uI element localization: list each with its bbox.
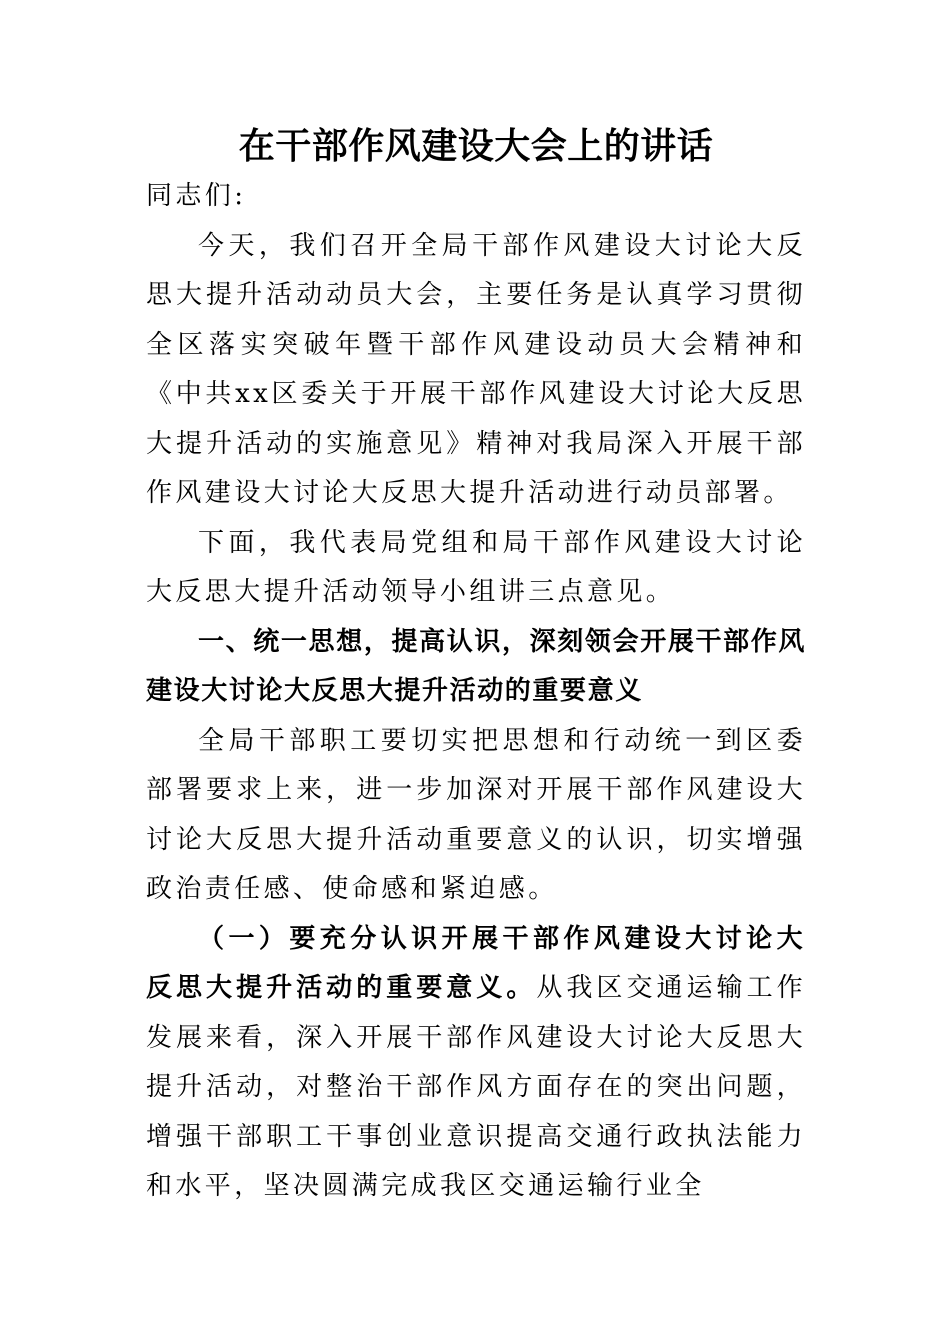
section-one-intro: 全局干部职工要切实把思想和行动统一到区委部署要求上来，进一步加深对开展干部作风建设大讨论大反思大提升活动重要意义的认识，切实增强政治责任感、使命感和紧迫感。: [146, 725, 806, 904]
document-title: 在干部作风建设大会上的讲话: [238, 126, 714, 167]
paragraph-opening: 今天，我们召开全局干部作风建设大讨论大反思大提升活动动员大会，主要任务是认真学习贯彻全区落实突破年暨干部作风建设动员大会精神和《中共xx区委关于开展干部作风建设大讨论大反思大提升活动的实施意见》精神对我局深入开展干部作风建设大讨论大反思大提升活动进行动员部署。: [146, 230, 806, 508]
section-heading-one: 一、统一思想，提高认识，深刻领会开展干部作风建设大讨论大反思大提升活动的重要意义: [146, 626, 806, 706]
subsection-one-body: 从我区交通运输工作发展来看，深入开展干部作风建设大讨论大反思大提升活动，对整治干部作风方面存在的突出问题，增强干部职工干事创业意识提高交通行政执法能力和水平，坚决圆满完成我区交通运输行业全: [146, 973, 806, 1201]
paragraph-outline: 下面，我代表局党组和局干部作风建设大讨论大反思大提升活动领导小组讲三点意见。: [146, 527, 806, 607]
subsection-one-lead: （一）要充分认识开展干部作风建设大讨论大反思大提升活动的重要意义。: [146, 923, 806, 1003]
subsection-one-paragraph: [146, 915, 806, 1212]
document-page: [146, 122, 806, 1212]
salutation: 同志们:: [146, 181, 247, 211]
